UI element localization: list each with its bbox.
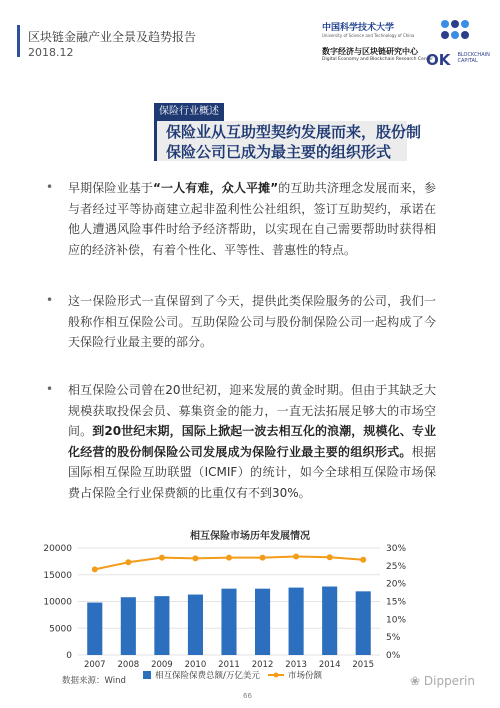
blockchain-dots-icon	[438, 18, 472, 46]
bar	[221, 589, 236, 655]
legend-bar-swatch	[143, 671, 151, 679]
x-tick-label: 2007	[83, 660, 106, 670]
x-tick-label: 2014	[318, 660, 341, 670]
y-right-tick-label: 10%	[386, 615, 407, 626]
bullet-icon: •	[46, 293, 54, 307]
paragraph-2: 这一保险形式一直保留到了今天，提供此类保险服务的公司，我们一般称作相互保险公司。互助保险公司与股份制保险公司一起构成了今天保险行业最主要的部分。	[68, 294, 436, 349]
x-tick-label: 2010	[184, 660, 207, 670]
ok-text: OK	[426, 51, 451, 69]
bullet-icon: •	[46, 382, 54, 396]
bar	[154, 596, 169, 655]
section-heading-line2: 保险公司已成为最主要的组织形式	[166, 143, 392, 161]
bar	[289, 588, 304, 655]
page-number: 66	[243, 692, 252, 700]
mutual-insurance-chart	[0, 540, 500, 690]
market-share-point	[260, 555, 266, 561]
x-tick-label: 2013	[285, 660, 307, 670]
paragraph-1-post: 的互助共济理念发展而来，参与者经过平等协商建立起非盈利性公社组织，签订互助契约，承诺在他人遭遇风险事件时给予经济帮助，以实现在自己需要帮助时获得相应的经济补偿，有着个性化、平等性、普惠性的特点。	[68, 181, 436, 257]
bullet-icon: •	[46, 180, 54, 194]
x-tick-label: 2009	[151, 660, 173, 670]
paragraph-3-post: 根据国际相互保险互助联盟（ICMIF）的统计，如今全球相互保险市场保费占保险全行业保费额的比重仅有不到30%。	[68, 444, 436, 500]
legend-line-marker	[274, 673, 279, 678]
market-share-point	[327, 554, 333, 560]
paragraph-3-pre: 相互保险公司曾在20世纪初，迎来发展的黄金时期。但由于其缺乏大规模获取投保会员、募集资金的能力，一直无法拓展足够大的市场空间。	[68, 383, 436, 438]
watermark-text: Dipperin	[423, 674, 475, 688]
ok-blockchain-logo	[426, 18, 498, 69]
y-right-tick-label: 15%	[386, 597, 407, 608]
market-share-point	[360, 557, 366, 563]
bar	[121, 597, 136, 655]
market-share-point	[159, 555, 165, 561]
bar	[188, 595, 203, 655]
y-left-tick-label: 10000	[43, 597, 72, 608]
bar	[255, 589, 270, 655]
university-name-en: University of Science and Technology of China	[322, 33, 415, 38]
y-right-tick-label: 25%	[386, 561, 407, 572]
research-center-name-cn: 数字经济与区块链研究中心	[322, 47, 418, 56]
y-right-tick-label: 0%	[386, 651, 401, 661]
bar	[87, 603, 102, 655]
y-right-tick-label: 20%	[386, 579, 407, 590]
section-tag: 保险行业概述	[154, 103, 224, 121]
x-tick-label: 2015	[352, 660, 375, 670]
ok-subtitle-line1: BLOCKCHAIN	[457, 52, 490, 58]
paragraph-3-bold: 到20世纪末期，国际上掀起一波去相互化的浪潮，规模化、专业化经营的股份制保险公司发展成为保险行业最主要的组织形式。	[68, 424, 436, 459]
chart-title: 相互保险市场历年发展情况	[190, 531, 310, 542]
bar	[322, 587, 337, 655]
ok-subtitle-line2: CAPITAL	[457, 58, 478, 64]
research-center-name-en: Digital Economy and Blockchain Research Center	[322, 57, 434, 62]
section-heading-line1: 保险业从互助型契约发展而来，股份制	[166, 123, 422, 141]
market-share-point	[226, 555, 232, 561]
header-accent-bar	[17, 25, 20, 57]
x-tick-label: 2012	[251, 660, 274, 670]
university-logo	[322, 20, 434, 62]
y-left-tick-label: 15000	[43, 570, 72, 581]
paragraph-3	[68, 380, 436, 503]
university-name-cn: 中国科学技术大学	[322, 23, 395, 33]
report-date: 2018.12	[28, 46, 74, 59]
legend-bar-label: 相互保险保费总额/万亿美元	[155, 671, 260, 681]
y-left-tick-label: 0	[66, 651, 72, 661]
section-heading	[166, 122, 421, 162]
y-left-tick-label: 20000	[43, 544, 72, 554]
y-right-tick-label: 5%	[386, 633, 401, 644]
market-share-point	[92, 566, 98, 572]
x-tick-label: 2011	[218, 660, 240, 670]
x-tick-label: 2008	[117, 660, 140, 670]
legend-line-label: 市场份额	[288, 671, 323, 681]
report-title: 区块链金融产业全景及趋势报告	[28, 30, 197, 44]
paragraph-1-bold: “一人有难，众人平摊”	[152, 181, 279, 195]
paragraph-1	[68, 178, 436, 260]
bar	[356, 591, 371, 655]
paragraph-1-pre: 早期保险业基于	[68, 181, 153, 195]
y-left-tick-label: 5000	[49, 624, 72, 635]
y-right-tick-label: 30%	[386, 544, 407, 554]
ok-subtitle	[457, 52, 489, 64]
watermark: ❀ Dipperin	[410, 674, 475, 688]
market-share-point	[125, 559, 131, 565]
data-source: 数据来源：Wind	[62, 676, 126, 686]
market-share-point	[192, 555, 198, 561]
market-share-point	[293, 554, 299, 560]
